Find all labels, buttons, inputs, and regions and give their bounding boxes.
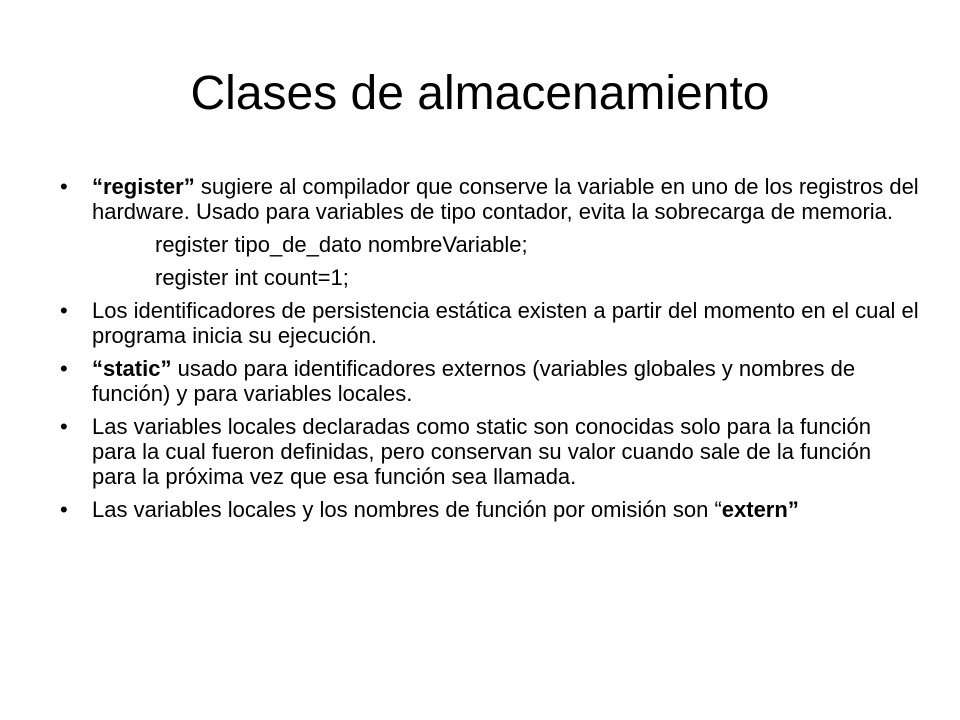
bullet-text: Las variables locales y los nombres de función por omisión son bbox=[92, 497, 715, 522]
bullet-text: sugiere al compilador que conserve la variable en uno de los registros del hardware. Usado para variables de tipo contador, evita la sobrecarga de memoria. bbox=[92, 174, 919, 224]
code-line: register int count=1; bbox=[155, 265, 349, 290]
bullet-item-extern bbox=[60, 497, 920, 522]
bullet-text: Los identificadores de persistencia estática existen a partir del momento en el cual el programa inicia su ejecución. bbox=[92, 298, 919, 348]
bullet-item-static bbox=[60, 356, 920, 406]
slide-body bbox=[60, 174, 920, 530]
slide-title: Clases de almacenamiento bbox=[190, 67, 770, 120]
keyword-extern: “extern” bbox=[714, 497, 799, 522]
code-line: register tipo_de_dato nombreVariable; bbox=[155, 232, 528, 257]
bullet-item-locales-static bbox=[60, 414, 920, 489]
bullet-icon: • bbox=[60, 497, 68, 522]
bullet-icon: • bbox=[60, 298, 68, 323]
bullet-text: usado para identificadores externos (variables globales y nombres de función) y para variables locales. bbox=[92, 356, 856, 406]
bullet-item-persistencia bbox=[60, 298, 920, 348]
bullet-item-register bbox=[60, 174, 920, 224]
bullet-icon: • bbox=[60, 174, 68, 199]
keyword-register: “register” bbox=[92, 174, 195, 199]
bullet-text: Las variables locales declaradas como static son conocidas solo para la función para la cual fueron definidas, pero conservan su valor cuando sale de la función para la próxima vez que esa función sea llamada. bbox=[92, 414, 872, 489]
keyword-static: “static” bbox=[92, 356, 172, 381]
bullet-icon: • bbox=[60, 414, 68, 439]
bullet-icon: • bbox=[60, 356, 68, 381]
